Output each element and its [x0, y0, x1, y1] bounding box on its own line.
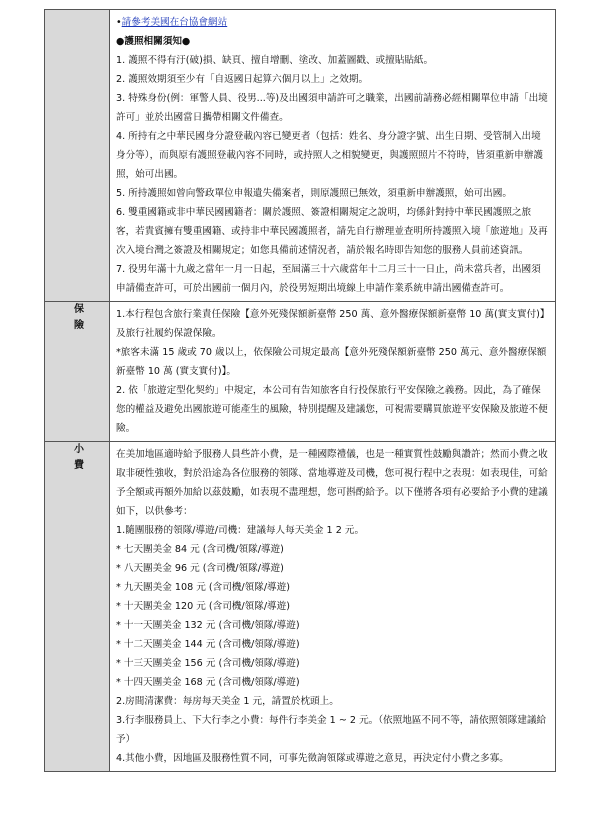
tips-item: * 十二天團美金 144 元 (含司機/領隊/導遊): [116, 639, 300, 650]
tips-item: * 九天團美金 108 元 (含司機/領隊/導遊): [116, 582, 290, 593]
insurance-item: *旅客未滿 15 歲或 70 歲以上，依保險公司規定最高【意外死殘保額新臺幣 250 萬元、意外醫療保額新臺幣 10 萬 (實支實付)】。: [116, 347, 547, 377]
passport-heading: ●護照相關須知●: [116, 36, 191, 47]
passport-item: 2. 護照效期須至少有「自返國日起算六個月以上」之效期。: [116, 74, 369, 85]
visa-row: [45, 10, 556, 302]
insurance-item: 1.本行程包含旅行業責任保險【意外死殘保額新臺幣 250 萬、意外醫療保額新臺幣 10 萬(實支實付)】及旅行社履約保證保險。: [116, 309, 545, 339]
passport-item: 5. 所持護照如曾向警政單位申報遺失備案者，則原護照已無效，須重新申辦護照，始可出國。: [116, 188, 512, 199]
tips-item: 1.隨團服務的領隊/導遊/司機：建議每人每天美金 1 2 元。: [116, 525, 365, 536]
tips-item: * 十四天團美金 168 元 (含司機/領隊/導遊): [116, 677, 300, 688]
tips-content: [110, 442, 556, 772]
passport-item: 7. 役男年滿十九歲之當年一月一日起，至屆滿三十六歲當年十二月三十一日止，尚未當兵者，出國須申請備查許可，可於出國前一個月內，於役男短期出境線上申請作業系統申請出國備查許可。: [116, 264, 541, 294]
tips-item: 3.行李服務員上、下大行李之小費：每件行李美金 1 ~ 2 元。（依照地區不同不等，請依照領隊建議給予）: [116, 715, 547, 745]
visa-label-cell: [45, 10, 110, 302]
travel-notice-table: [44, 9, 556, 772]
tips-row: [45, 442, 556, 772]
tips-item: 4.其他小費，因地區及服務性質不同，可事先徵詢領隊或導遊之意見，再決定付小費之多寡。: [116, 753, 509, 764]
passport-item: 3. 特殊身份(例：軍警人員、役男...等)及出國須申請許可之職業，出國前請務必經相關單位申請「出境許可」並於出國當日攜帶相關文件備查。: [116, 93, 548, 123]
ait-website-link[interactable]: 請參考美國在台協會網站: [121, 17, 228, 28]
tips-item: 在美加地區適時給予服務人員些許小費，是一種國際禮儀，也是一種實質性鼓勵與讚許；然而小費之收取非硬性強收，對於沿途為各位服務的領隊、當地導遊及司機，您可視行程中之表現：如表現佳，可給予全額或再額外加給以茲鼓勵，如表現不盡理想，您可斟酌給予。以下僅將各項有必要給予小費的建議如下，以供參考：: [116, 449, 548, 517]
tips-item: * 八天團美金 96 元 (含司機/領隊/導遊): [116, 563, 284, 574]
visa-content: •請參考美國在台協會網站 ●護照相關須知● 1. 護照不得有汙(破)損、缺頁、擅自增刪、塗改、加蓋圖戳、或擅貼貼紙。 2. 護照效期須至少有「自返國日起算六個月以上」之效期。 3. 特殊身份(例：軍警人員、役男...等)及出國須申請許可之職業，出國前請務必經相關單位申請「出境許可」並於出國當日攜帶相關文件備查。 4. 所持有之中華民國身分證登載內容已變更者（包括：姓名、身分證字號、出生日期、受管制入出境身分等），而與原有護照登載內容不同時，或持照人之相貌變更，與護照照片不符時，皆須重新申辦護照，始可出國。 5. 所持護照如曾向警政單位申報遺失備案者，則原護照已無效，須重新申辦護照，始可出國。 6. 雙重國籍或非中華民國國籍者：關於護照、簽證相關規定之說明，均係針對持中華民國護照之旅客，若貴賓擁有雙重國籍、或持非中華民國護照者，請先自行辦理並查明所持護照入境「旅遊地」及再次入境台灣之簽證及相關規定；如您具備前述情況者，請於報名時即告知您的服務人員前述資訊。 7. 役男年滿十九歲之當年一月一日起，至屆滿三十六歲當年十二月三十一日止，尚未當兵者，出國須申請備查許可，可於出國前一個月內，於役男短期出境線上申請作業系統申請出國備查許可。: [110, 10, 556, 302]
tips-item: 2.房間清潔費：每房每天美金 1 元，請置於枕頭上。: [116, 696, 339, 707]
passport-item: 4. 所持有之中華民國身分證登載內容已變更者（包括：姓名、身分證字號、出生日期、受管制入出境身分等），而與原有護照登載內容不同時，或持照人之相貌變更，與護照照片不符時，皆須重新申辦護照，始可出國。: [116, 131, 543, 180]
insurance-label: 保險: [45, 302, 110, 442]
passport-item: 6. 雙重國籍或非中華民國國籍者：關於護照、簽證相關規定之說明，均係針對持中華民國護照之旅客，若貴賓擁有雙重國籍、或持非中華民國護照者，請先自行辦理並查明所持護照入境「旅遊地」及再次入境台灣之簽證及相關規定；如您具備前述情況者，請於報名時即告知您的服務人員前述資訊。: [116, 207, 548, 256]
tips-item: * 十天團美金 120 元 (含司機/領隊/導遊): [116, 601, 290, 612]
tips-item: * 十三天團美金 156 元 (含司機/領隊/導遊): [116, 658, 300, 669]
insurance-row: [45, 302, 556, 442]
passport-item: 1. 護照不得有汙(破)損、缺頁、擅自增刪、塗改、加蓋圖戳、或擅貼貼紙。: [116, 55, 434, 66]
insurance-content: [110, 302, 556, 442]
insurance-item: 2. 依「旅遊定型化契約」中規定，本公司有告知旅客自行投保旅行平安保險之義務。因此，為了確保您的權益及避免出國旅遊可能產生的風險，特別提醒及建議您，可視需要購買旅遊平安保險及旅遊不便險。: [116, 385, 548, 434]
tips-label: 小費: [45, 442, 110, 772]
tips-item: * 十一天團美金 132 元 (含司機/領隊/導遊): [116, 620, 300, 631]
tips-item: * 七天團美金 84 元 (含司機/領隊/導遊): [116, 544, 284, 555]
